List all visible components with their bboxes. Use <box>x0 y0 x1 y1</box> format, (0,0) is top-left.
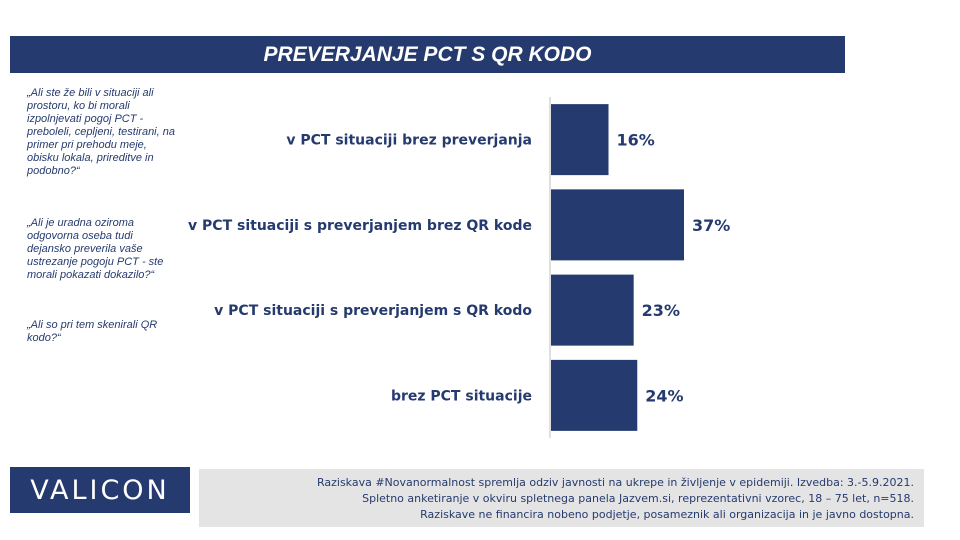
data-label: 37% <box>692 215 731 235</box>
data-label: 24% <box>645 386 684 406</box>
bar <box>551 189 684 260</box>
question-1: „Ali ste že bili v situaciji ali prostoru, ko bi morali izpolnjevati pogoj PCT - preboleli, cepljeni, testirani, na primer pri prehodu meje, obisku lokala, prireditve in podobno?“ <box>27 87 175 177</box>
category-label: v PCT situaciji brez preverjanja <box>286 132 532 149</box>
data-label: 23% <box>641 301 680 321</box>
bar <box>551 275 634 346</box>
logo-text: VALICON <box>30 474 170 506</box>
logo <box>10 467 190 513</box>
page-title: PREVERJANJE PCT S QR KODO <box>263 42 592 66</box>
category-label: v PCT situaciji s preverjanjem s QR kodo <box>214 303 532 320</box>
question-3: „Ali so pri tem skenirali QR kodo?“ <box>27 319 158 344</box>
question-2: „Ali je uradna oziroma odgovorna oseba tudi dejansko preverila vaše ustrezanje pogoju PCT - ste morali pokazati dokazilo?“ <box>27 217 164 281</box>
bar <box>551 360 637 431</box>
footer-line: Spletno anketiranje v okviru spletnega panela Jazvem.si, reprezentativni vzorec, 18 – 75 let, n=518. <box>362 492 914 505</box>
footer-line: Raziskava #Novanormalnost spremlja odziv javnosti na ukrepe in življenje v epidemiji. Izvedba: 3.-5.9.2021. <box>316 476 914 489</box>
footer <box>199 469 924 527</box>
data-label: 16% <box>616 130 655 150</box>
category-label: brez PCT situacije <box>390 388 532 405</box>
bar <box>551 104 609 175</box>
footer-line: Raziskave ne financira nobeno podjetje, posameznik ali organizacija in je javno dostopna. <box>420 508 914 521</box>
category-label: v PCT situaciji s preverjanjem brez QR kode <box>188 217 532 234</box>
